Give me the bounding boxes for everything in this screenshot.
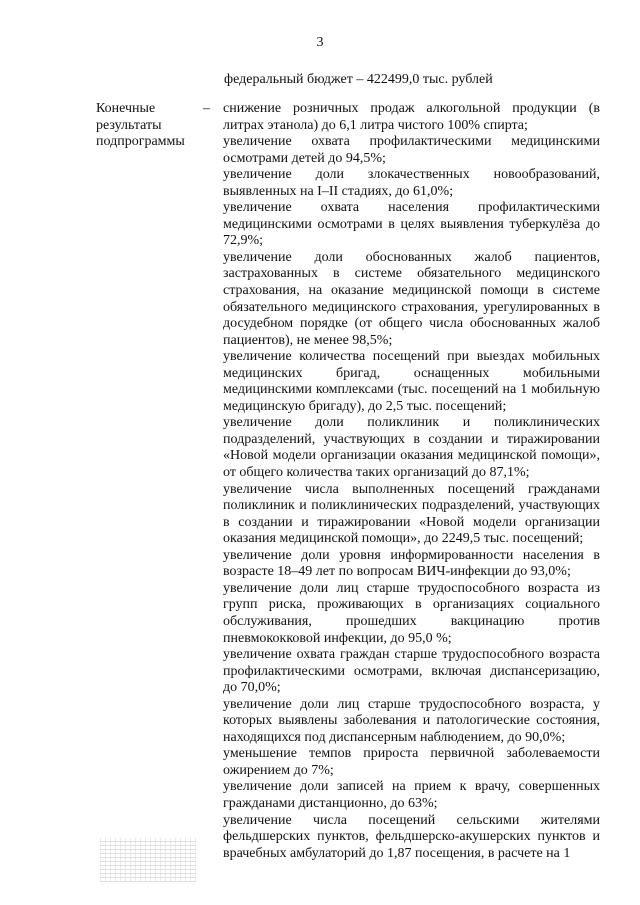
result-item: снижение розничных продаж алкогольной продукции (в литрах этанола) до 6,1 литра чистого 100% спирта; [223, 101, 600, 133]
label-dash: – [203, 101, 210, 116]
result-item: увеличение охвата профилактическими медицинскими осмотрами детей до 94,5%; [223, 134, 600, 166]
scan-stamp-mark [100, 838, 196, 882]
result-item: увеличение охвата граждан старше трудоспособного возраста профилактическими осмотрами, включая диспансеризацию, до 70,0%; [223, 647, 600, 696]
result-item: уменьшение темпов прироста первичной заболеваемости ожирением до 7%; [223, 746, 600, 778]
federal-budget-line: федеральный бюджет – 422499,0 тыс. рублей [224, 72, 493, 87]
results-list [223, 101, 600, 862]
result-item: увеличение доли уровня информированности населения в возрасте 18–49 лет по вопросам ВИЧ-инфекции до 93,0%; [223, 547, 600, 580]
result-item: увеличение доли поликлиник и поликлинических подразделений, участвующих в создании и тиражировании «Новой модели организации оказания медицинской помощи», от общего количества таких организаций до 87,1%; [223, 415, 600, 481]
section-label: Конечные результаты подпрограммы [96, 101, 185, 150]
result-item: увеличение числа выполненных посещений гражданами поликлиник и поликлинических подразделений, участвующих в создании и тиражировании «Новой модели организации оказания медицинской помощи», до 2249,5 тыс. посещений; [223, 481, 600, 547]
result-item: увеличение доли обоснованных жалоб пациентов, застрахованных в системе обязательного медицинского страхования, на оказание медицинской помощи в системе обязательного медицинского страхования, урегулированных в досудебном порядке (от общего числа обоснованных жалоб пациентов), не менее 98,5%; [223, 249, 600, 348]
page-number: 3 [316, 35, 324, 50]
result-item: увеличение охвата населения профилактическими медицинскими осмотрами в целях выявления туберкулёза до 72,9%; [223, 200, 600, 249]
result-item: увеличение числа посещений сельскими жителями фельдшерских пунктов, фельдшерско-акушерских пунктов и врачебных амбулаторий до 1,87 посещения, в расчете на 1 [223, 812, 600, 861]
result-item: увеличение доли лиц старше трудоспособного возраста, у которых выявлены заболевания и патологические состояния, находящихся под диспансерным наблюдением, до 90,0%; [223, 696, 600, 745]
result-item: увеличение доли злокачественных новообразований, выявленных на I–II стадиях, до 61,0%; [223, 167, 600, 199]
result-item: увеличение доли записей на прием к врачу, совершенных гражданами дистанционно, до 63%; [223, 779, 600, 811]
result-item: увеличение количества посещений при выездах мобильных медицинских бригад, оснащенных мобильными медицинскими комплексами (тыс. посещений на 1 мобильную медицинскую бригаду), до 2,5 тыс. посещений; [223, 349, 600, 414]
result-item: увеличение доли лиц старше трудоспособного возраста из групп риска, проживающих в организациях социального обслуживания, прошедших вакцинацию против пневмококковой инфекции, до 95,0 %; [223, 580, 600, 646]
